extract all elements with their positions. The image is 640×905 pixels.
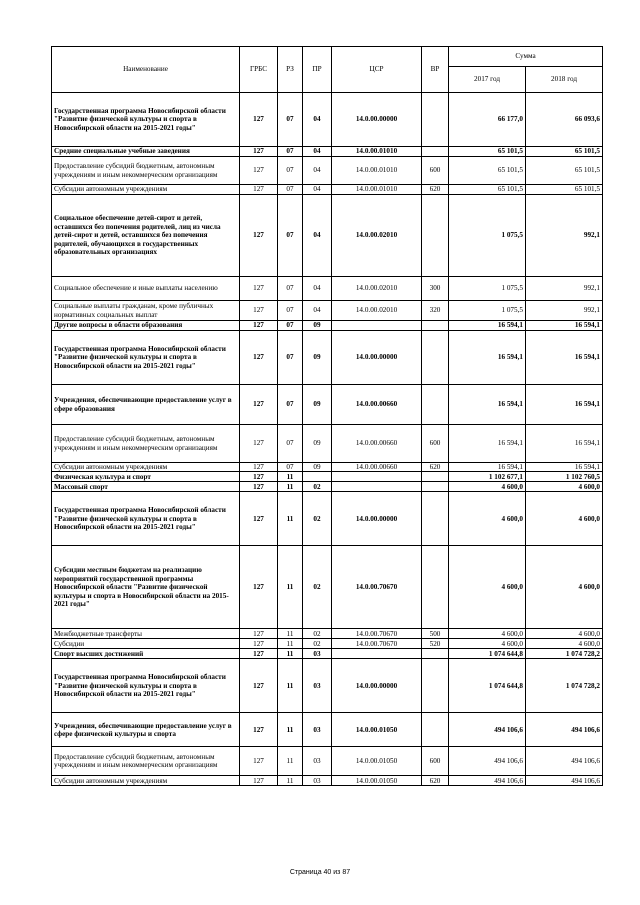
- header-csr: ЦСР: [332, 47, 422, 93]
- row-sum-2017-cell: 4 600,0: [449, 492, 526, 546]
- row-grbs-cell: 127: [240, 472, 278, 482]
- row-name-cell: Субсидии местным бюджетам на реализацию мероприятий государственной программы Новосибирской области "Развитие физической культуры и спорта в Новосибирской области на 2015-2021 годы": [52, 546, 240, 629]
- row-vr-cell: [422, 546, 449, 629]
- row-sum-2018-cell: 66 093,6: [526, 93, 603, 147]
- table-row: [52, 639, 603, 649]
- row-sum-2018-cell: 4 600,0: [526, 482, 603, 492]
- table-row: [52, 482, 603, 492]
- row-sum-2017-cell: 1 074 644,8: [449, 659, 526, 713]
- table-row: [52, 463, 603, 472]
- table-row: [52, 301, 603, 321]
- row-grbs-cell: 127: [240, 629, 278, 639]
- header-vr: ВР: [422, 47, 449, 93]
- row-grbs-cell: 127: [240, 639, 278, 649]
- row-vr-cell: 620: [422, 463, 449, 472]
- row-vr-cell: [422, 482, 449, 492]
- row-sum-2018-cell: 4 600,0: [526, 492, 603, 546]
- row-csr-cell: 14.0.00.00000: [332, 93, 422, 147]
- table-row: [52, 747, 603, 776]
- row-csr-cell: 14.0.00.70670: [332, 546, 422, 629]
- row-vr-cell: [422, 385, 449, 425]
- row-csr-cell: 14.0.00.00660: [332, 385, 422, 425]
- row-sum-2018-cell: 1 074 728,2: [526, 649, 603, 659]
- row-csr-cell: 14.0.00.00000: [332, 331, 422, 385]
- row-sum-2018-cell: 16 594,1: [526, 385, 603, 425]
- row-rz-cell: 11: [278, 629, 303, 639]
- row-sum-2018-cell: 4 600,0: [526, 546, 603, 629]
- row-rz-cell: 11: [278, 747, 303, 776]
- row-sum-2018-cell: 992,1: [526, 195, 603, 277]
- row-pr-cell: 03: [303, 649, 332, 659]
- row-sum-2017-cell: 1 075,5: [449, 277, 526, 301]
- row-sum-2017-cell: 65 101,5: [449, 185, 526, 195]
- row-sum-2018-cell: 65 101,5: [526, 147, 603, 157]
- row-rz-cell: 07: [278, 195, 303, 277]
- table-row: [52, 649, 603, 659]
- row-sum-2018-cell: 1 074 728,2: [526, 659, 603, 713]
- row-name-cell: Государственная программа Новосибирской области "Развитие физической культуры и спорта в Новосибирской области на 2015-2021 годы": [52, 93, 240, 147]
- row-pr-cell: [303, 472, 332, 482]
- row-sum-2018-cell: 494 106,6: [526, 776, 603, 786]
- row-vr-cell: 620: [422, 185, 449, 195]
- row-name-cell: Учреждения, обеспечивающие предоставление услуг в сфере физической культуры и спорта: [52, 713, 240, 747]
- row-name-cell: Субсидии автономным учреждениям: [52, 463, 240, 472]
- row-csr-cell: 14.0.00.70670: [332, 629, 422, 639]
- row-pr-cell: 09: [303, 321, 332, 331]
- row-name-cell: Государственная программа Новосибирской области "Развитие физической культуры и спорта в Новосибирской области на 2015-2021 годы": [52, 331, 240, 385]
- row-grbs-cell: 127: [240, 713, 278, 747]
- row-name-cell: Социальные выплаты гражданам, кроме публичных нормативных социальных выплат: [52, 301, 240, 321]
- row-sum-2018-cell: 4 600,0: [526, 639, 603, 649]
- row-name-cell: Учреждения, обеспечивающие предоставление услуг в сфере образования: [52, 385, 240, 425]
- row-name-cell: Предоставление субсидий бюджетным, автономным учреждениям и иным некоммерческим организациям: [52, 747, 240, 776]
- row-sum-2018-cell: 65 101,5: [526, 185, 603, 195]
- row-sum-2018-cell: 16 594,1: [526, 321, 603, 331]
- row-rz-cell: 11: [278, 472, 303, 482]
- row-sum-2017-cell: 494 106,6: [449, 713, 526, 747]
- row-csr-cell: 14.0.00.01050: [332, 776, 422, 786]
- header-year-2017: 2017 год: [449, 67, 526, 93]
- row-name-cell: Субсидии автономным учреждениям: [52, 776, 240, 786]
- row-csr-cell: 14.0.00.00660: [332, 425, 422, 463]
- row-sum-2017-cell: 16 594,1: [449, 385, 526, 425]
- row-rz-cell: 11: [278, 546, 303, 629]
- row-sum-2017-cell: 494 106,6: [449, 747, 526, 776]
- row-vr-cell: [422, 147, 449, 157]
- row-sum-2017-cell: 494 106,6: [449, 776, 526, 786]
- row-sum-2017-cell: 1 075,5: [449, 301, 526, 321]
- header-grbs: ГРБС: [240, 47, 278, 93]
- header-name: Наименование: [52, 47, 240, 93]
- row-sum-2017-cell: 66 177,0: [449, 93, 526, 147]
- row-pr-cell: 09: [303, 385, 332, 425]
- row-rz-cell: 11: [278, 776, 303, 786]
- row-sum-2018-cell: 16 594,1: [526, 463, 603, 472]
- table-row: [52, 659, 603, 713]
- row-csr-cell: [332, 321, 422, 331]
- row-sum-2017-cell: 4 600,0: [449, 639, 526, 649]
- row-sum-2017-cell: 16 594,1: [449, 425, 526, 463]
- row-vr-cell: 620: [422, 776, 449, 786]
- row-rz-cell: 11: [278, 713, 303, 747]
- row-csr-cell: 14.0.00.01010: [332, 147, 422, 157]
- table-row: [52, 776, 603, 786]
- row-pr-cell: 04: [303, 157, 332, 185]
- row-rz-cell: 11: [278, 482, 303, 492]
- row-vr-cell: [422, 713, 449, 747]
- header-year-2018: 2018 год: [526, 67, 603, 93]
- row-rz-cell: 07: [278, 301, 303, 321]
- row-vr-cell: [422, 649, 449, 659]
- row-rz-cell: 07: [278, 93, 303, 147]
- table-row: [52, 157, 603, 185]
- row-grbs-cell: 127: [240, 195, 278, 277]
- row-csr-cell: 14.0.00.02010: [332, 195, 422, 277]
- row-rz-cell: 07: [278, 385, 303, 425]
- budget-table: [51, 46, 603, 786]
- table-row: [52, 331, 603, 385]
- row-sum-2017-cell: 4 600,0: [449, 482, 526, 492]
- row-vr-cell: [422, 93, 449, 147]
- row-grbs-cell: 127: [240, 147, 278, 157]
- row-rz-cell: 11: [278, 639, 303, 649]
- row-name-cell: Субсидии автономным учреждениям: [52, 185, 240, 195]
- row-name-cell: Предоставление субсидий бюджетным, автономным учреждениям и иным некоммерческим организациям: [52, 425, 240, 463]
- row-rz-cell: 07: [278, 277, 303, 301]
- row-csr-cell: 14.0.00.02010: [332, 301, 422, 321]
- row-name-cell: Предоставление субсидий бюджетным, автономным учреждениям и иным некоммерческим организациям: [52, 157, 240, 185]
- row-rz-cell: 07: [278, 331, 303, 385]
- page-footer: Страница 40 из 87: [289, 869, 351, 876]
- row-rz-cell: 07: [278, 463, 303, 472]
- row-pr-cell: 04: [303, 301, 332, 321]
- row-grbs-cell: 127: [240, 482, 278, 492]
- row-vr-cell: 520: [422, 639, 449, 649]
- row-grbs-cell: 127: [240, 747, 278, 776]
- row-vr-cell: 300: [422, 277, 449, 301]
- table-row: [52, 472, 603, 482]
- header-pr: ПР: [303, 47, 332, 93]
- row-vr-cell: [422, 321, 449, 331]
- row-rz-cell: 11: [278, 492, 303, 546]
- table-row: [52, 147, 603, 157]
- row-sum-2018-cell: 4 600,0: [526, 629, 603, 639]
- row-vr-cell: 320: [422, 301, 449, 321]
- row-sum-2018-cell: 16 594,1: [526, 425, 603, 463]
- row-name-cell: Государственная программа Новосибирской области "Развитие физической культуры и спорта в Новосибирской области на 2015-2021 годы": [52, 659, 240, 713]
- row-sum-2018-cell: 992,1: [526, 301, 603, 321]
- row-pr-cell: 03: [303, 713, 332, 747]
- row-grbs-cell: 127: [240, 277, 278, 301]
- row-grbs-cell: 127: [240, 492, 278, 546]
- row-name-cell: Физическая культура и спорт: [52, 472, 240, 482]
- row-csr-cell: [332, 649, 422, 659]
- row-csr-cell: 14.0.00.00000: [332, 659, 422, 713]
- row-rz-cell: 11: [278, 649, 303, 659]
- header-sum: Сумма: [449, 47, 603, 67]
- row-pr-cell: 02: [303, 629, 332, 639]
- row-name-cell: Другие вопросы в области образования: [52, 321, 240, 331]
- row-vr-cell: [422, 195, 449, 277]
- row-pr-cell: 04: [303, 277, 332, 301]
- row-pr-cell: 04: [303, 185, 332, 195]
- row-grbs-cell: 127: [240, 659, 278, 713]
- table-row: [52, 629, 603, 639]
- row-grbs-cell: 127: [240, 157, 278, 185]
- row-csr-cell: 14.0.00.01050: [332, 713, 422, 747]
- row-rz-cell: 11: [278, 659, 303, 713]
- row-vr-cell: 600: [422, 425, 449, 463]
- table-row: [52, 195, 603, 277]
- row-grbs-cell: 127: [240, 776, 278, 786]
- row-grbs-cell: 127: [240, 546, 278, 629]
- row-name-cell: Государственная программа Новосибирской области "Развитие физической культуры и спорта в Новосибирской области на 2015-2021 годы": [52, 492, 240, 546]
- row-vr-cell: [422, 331, 449, 385]
- row-vr-cell: [422, 492, 449, 546]
- row-name-cell: Массовый спорт: [52, 482, 240, 492]
- row-grbs-cell: 127: [240, 649, 278, 659]
- table-row: [52, 277, 603, 301]
- table-row: [52, 385, 603, 425]
- row-sum-2017-cell: 1 074 644,8: [449, 649, 526, 659]
- row-sum-2017-cell: 16 594,1: [449, 463, 526, 472]
- row-csr-cell: 14.0.00.02010: [332, 277, 422, 301]
- row-rz-cell: 07: [278, 157, 303, 185]
- table-row: [52, 546, 603, 629]
- row-pr-cell: 09: [303, 425, 332, 463]
- row-rz-cell: 07: [278, 185, 303, 195]
- row-vr-cell: [422, 472, 449, 482]
- row-pr-cell: 02: [303, 546, 332, 629]
- row-name-cell: Межбюджетные трансферты: [52, 629, 240, 639]
- row-sum-2017-cell: 4 600,0: [449, 629, 526, 639]
- row-rz-cell: 07: [278, 147, 303, 157]
- row-sum-2017-cell: 16 594,1: [449, 321, 526, 331]
- row-vr-cell: [422, 659, 449, 713]
- row-pr-cell: 03: [303, 776, 332, 786]
- row-pr-cell: 02: [303, 482, 332, 492]
- row-rz-cell: 07: [278, 425, 303, 463]
- table-row: [52, 713, 603, 747]
- row-rz-cell: 07: [278, 321, 303, 331]
- row-csr-cell: 14.0.00.00000: [332, 492, 422, 546]
- row-sum-2018-cell: 1 102 760,5: [526, 472, 603, 482]
- row-pr-cell: 02: [303, 639, 332, 649]
- row-sum-2018-cell: 65 101,5: [526, 157, 603, 185]
- table-row: [52, 425, 603, 463]
- header-rz: РЗ: [278, 47, 303, 93]
- row-vr-cell: 600: [422, 157, 449, 185]
- row-pr-cell: 09: [303, 331, 332, 385]
- row-sum-2018-cell: 992,1: [526, 277, 603, 301]
- row-sum-2018-cell: 494 106,6: [526, 747, 603, 776]
- row-csr-cell: 14.0.00.01010: [332, 185, 422, 195]
- row-csr-cell: 14.0.00.00660: [332, 463, 422, 472]
- row-pr-cell: 03: [303, 747, 332, 776]
- row-sum-2018-cell: 16 594,1: [526, 331, 603, 385]
- row-name-cell: Социальное обеспечение детей-сирот и детей, оставшихся без попечения родителей, лиц из числа детей-сирот и детей, оставшихся без попечения родителей, обучающихся в государственных образовательных организациях: [52, 195, 240, 277]
- row-pr-cell: 04: [303, 195, 332, 277]
- row-grbs-cell: 127: [240, 463, 278, 472]
- row-pr-cell: 09: [303, 463, 332, 472]
- row-grbs-cell: 127: [240, 301, 278, 321]
- row-sum-2017-cell: 4 600,0: [449, 546, 526, 629]
- row-sum-2017-cell: 1 075,5: [449, 195, 526, 277]
- row-pr-cell: 02: [303, 492, 332, 546]
- row-sum-2017-cell: 65 101,5: [449, 157, 526, 185]
- row-csr-cell: 14.0.00.01010: [332, 157, 422, 185]
- table-row: [52, 93, 603, 147]
- row-vr-cell: 500: [422, 629, 449, 639]
- table-row: [52, 492, 603, 546]
- row-csr-cell: [332, 472, 422, 482]
- row-sum-2017-cell: 1 102 677,1: [449, 472, 526, 482]
- row-grbs-cell: 127: [240, 185, 278, 195]
- row-grbs-cell: 127: [240, 321, 278, 331]
- table-row: [52, 185, 603, 195]
- row-grbs-cell: 127: [240, 385, 278, 425]
- row-csr-cell: [332, 482, 422, 492]
- row-csr-cell: 14.0.00.01050: [332, 747, 422, 776]
- row-csr-cell: 14.0.00.70670: [332, 639, 422, 649]
- row-name-cell: Средние специальные учебные заведения: [52, 147, 240, 157]
- table-row: [52, 321, 603, 331]
- row-pr-cell: 04: [303, 93, 332, 147]
- row-pr-cell: 03: [303, 659, 332, 713]
- row-grbs-cell: 127: [240, 93, 278, 147]
- row-name-cell: Субсидии: [52, 639, 240, 649]
- row-pr-cell: 04: [303, 147, 332, 157]
- row-sum-2017-cell: 16 594,1: [449, 331, 526, 385]
- row-grbs-cell: 127: [240, 331, 278, 385]
- row-sum-2017-cell: 65 101,5: [449, 147, 526, 157]
- row-vr-cell: 600: [422, 747, 449, 776]
- row-name-cell: Спорт высших достижений: [52, 649, 240, 659]
- row-grbs-cell: 127: [240, 425, 278, 463]
- row-sum-2018-cell: 494 106,6: [526, 713, 603, 747]
- row-name-cell: Социальное обеспечение и иные выплаты населению: [52, 277, 240, 301]
